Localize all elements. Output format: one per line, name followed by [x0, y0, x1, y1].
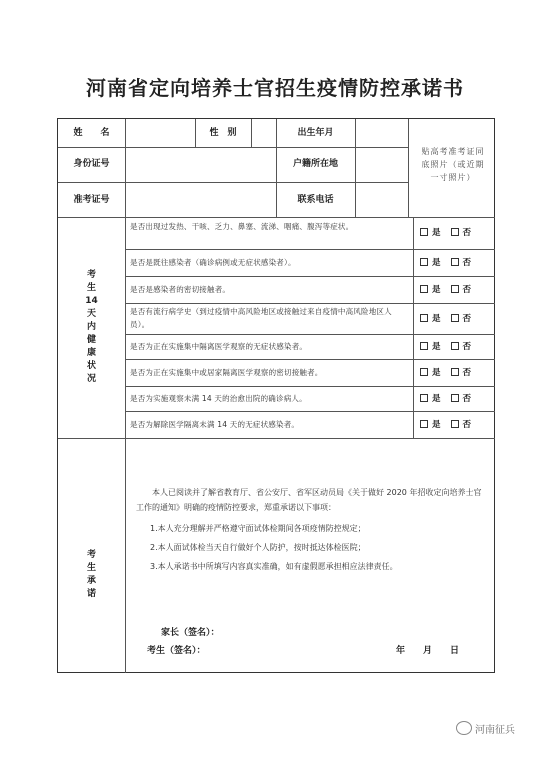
- id-number-label: 身份证号: [73, 159, 110, 169]
- label-char: 承: [86, 576, 96, 586]
- label-char: 14: [85, 296, 98, 306]
- question-8: 是否为解除医学隔离未满 14 天的无症状感染者。: [130, 420, 300, 429]
- residence-label: 户籍所在地: [292, 159, 338, 169]
- question-3: 是否是感染者的密切接触者。: [130, 285, 231, 294]
- label-char: 状: [86, 361, 96, 371]
- statement-item-1: 1.本人充分理解并严格遵守面试体检期间各项疫情防控规定；: [150, 524, 366, 533]
- question-1: 是否出现过发热、干咳、乏力、鼻塞、流涕、咽痛、腹泻等症状。: [130, 222, 354, 231]
- label-char: 考: [86, 270, 96, 280]
- exam-number-label: 准考证号: [73, 195, 110, 205]
- yes-label: 是: [432, 394, 441, 404]
- yes-checkbox[interactable]: [420, 342, 428, 350]
- label-char: 生: [86, 563, 96, 573]
- no-label: 否: [462, 420, 472, 430]
- no-label: 否: [462, 314, 472, 324]
- yes-no-options-5: [420, 341, 471, 353]
- no-checkbox[interactable]: [451, 285, 459, 293]
- label-char: 考: [86, 550, 96, 560]
- rule: [58, 438, 495, 439]
- label-char: 健: [86, 335, 96, 345]
- question-6: 是否为正在实施集中或居家隔离医学观察的密切接触者。: [130, 368, 323, 377]
- birth-date-label: 出生年月: [297, 128, 334, 138]
- parent-signature-label: 家长（签名）：: [161, 628, 220, 638]
- label-char: 诺: [86, 589, 96, 599]
- commitment-statement: [136, 485, 486, 574]
- question-4: 是否有流行病学史（到过疫情中高风险地区或接触过来自疫情中高风险地区人员）。: [130, 307, 392, 329]
- rule: [413, 217, 414, 438]
- rule: [125, 411, 495, 412]
- no-checkbox[interactable]: [451, 420, 459, 428]
- no-checkbox[interactable]: [451, 258, 459, 266]
- yes-label: 是: [432, 314, 441, 324]
- no-checkbox[interactable]: [451, 342, 459, 350]
- no-label: 否: [462, 342, 472, 352]
- pledge-form: [57, 118, 495, 673]
- no-label: 否: [462, 394, 472, 404]
- rule: [58, 217, 495, 218]
- rule: [125, 119, 126, 673]
- yes-label: 是: [432, 420, 441, 430]
- no-label: 否: [462, 368, 472, 378]
- yes-checkbox[interactable]: [420, 285, 428, 293]
- yes-no-options-7: [420, 393, 471, 405]
- label-char: 生: [86, 283, 96, 293]
- label-char: 况: [86, 374, 96, 384]
- yes-checkbox[interactable]: [420, 368, 428, 376]
- date-label: 年 月 日: [396, 646, 460, 656]
- rule: [125, 303, 495, 304]
- rule: [355, 119, 356, 217]
- wechat-icon: [456, 721, 472, 735]
- no-checkbox[interactable]: [451, 228, 459, 236]
- photo-placeholder: 贴高考准考证同底照片（或近期一寸照片）: [421, 147, 485, 182]
- rule: [125, 359, 495, 360]
- statement-item-3: 3.本人承诺书中所填写内容真实准确，如有虚假愿承担相应法律责任。: [150, 562, 398, 571]
- label-char: 康: [86, 348, 96, 358]
- no-checkbox[interactable]: [451, 394, 459, 402]
- health-section-label: [58, 269, 125, 386]
- no-label: 否: [462, 228, 472, 238]
- yes-no-options-3: [420, 284, 471, 296]
- no-checkbox[interactable]: [451, 368, 459, 376]
- rule: [125, 276, 495, 277]
- yes-checkbox[interactable]: [420, 420, 428, 428]
- yes-no-options-8: [420, 419, 471, 431]
- yes-checkbox[interactable]: [420, 394, 428, 402]
- label-char: 天: [86, 309, 96, 319]
- statement-item-2: 2.本人面试体检当天自行做好个人防护，按时抵达体检医院；: [150, 543, 366, 552]
- student-signature-label: 考生（签名）：: [147, 646, 206, 656]
- gender-label: 性 别: [209, 128, 237, 138]
- rule: [125, 249, 495, 250]
- yes-checkbox[interactable]: [420, 228, 428, 236]
- question-7: 是否为实施观察未满 14 天的治愈出院的确诊病人。: [130, 394, 307, 403]
- rule: [125, 334, 495, 335]
- question-5: 是否为正在实施集中隔离医学观察的无症状感染者。: [130, 342, 308, 351]
- yes-no-options-4: [420, 313, 471, 325]
- yes-checkbox[interactable]: [420, 314, 428, 322]
- yes-checkbox[interactable]: [420, 258, 428, 266]
- label-char: 内: [86, 322, 96, 332]
- name-label: 姓 名: [73, 128, 110, 138]
- yes-label: 是: [432, 228, 441, 238]
- watermark: [456, 721, 515, 736]
- rule: [125, 386, 495, 387]
- yes-label: 是: [432, 258, 441, 268]
- yes-no-options-2: [420, 257, 471, 269]
- commitment-section-label: [58, 549, 125, 601]
- yes-label: 是: [432, 342, 441, 352]
- yes-label: 是: [432, 368, 441, 378]
- document-title: 河南省定向培养士官招生疫情防控承诺书: [86, 76, 464, 100]
- no-label: 否: [462, 285, 472, 295]
- question-2: 是否是既往感染者（确诊病例或无症状感染者）。: [130, 258, 296, 267]
- no-checkbox[interactable]: [451, 314, 459, 322]
- phone-label: 联系电话: [297, 195, 334, 205]
- rule: [408, 119, 409, 217]
- yes-label: 是: [432, 285, 441, 295]
- yes-no-options-1: [420, 227, 471, 239]
- no-label: 否: [462, 258, 472, 268]
- yes-no-options-6: [420, 367, 471, 379]
- watermark-text: 河南征兵: [475, 725, 515, 736]
- statement-intro: 本人已阅读并了解省教育厅、省公安厅、省军区动员局《关于做好 2020 年招收定向培养士官工作的通知》明确的疫情防控要求，郑重承诺以下事项：: [136, 488, 482, 512]
- rule: [251, 119, 252, 147]
